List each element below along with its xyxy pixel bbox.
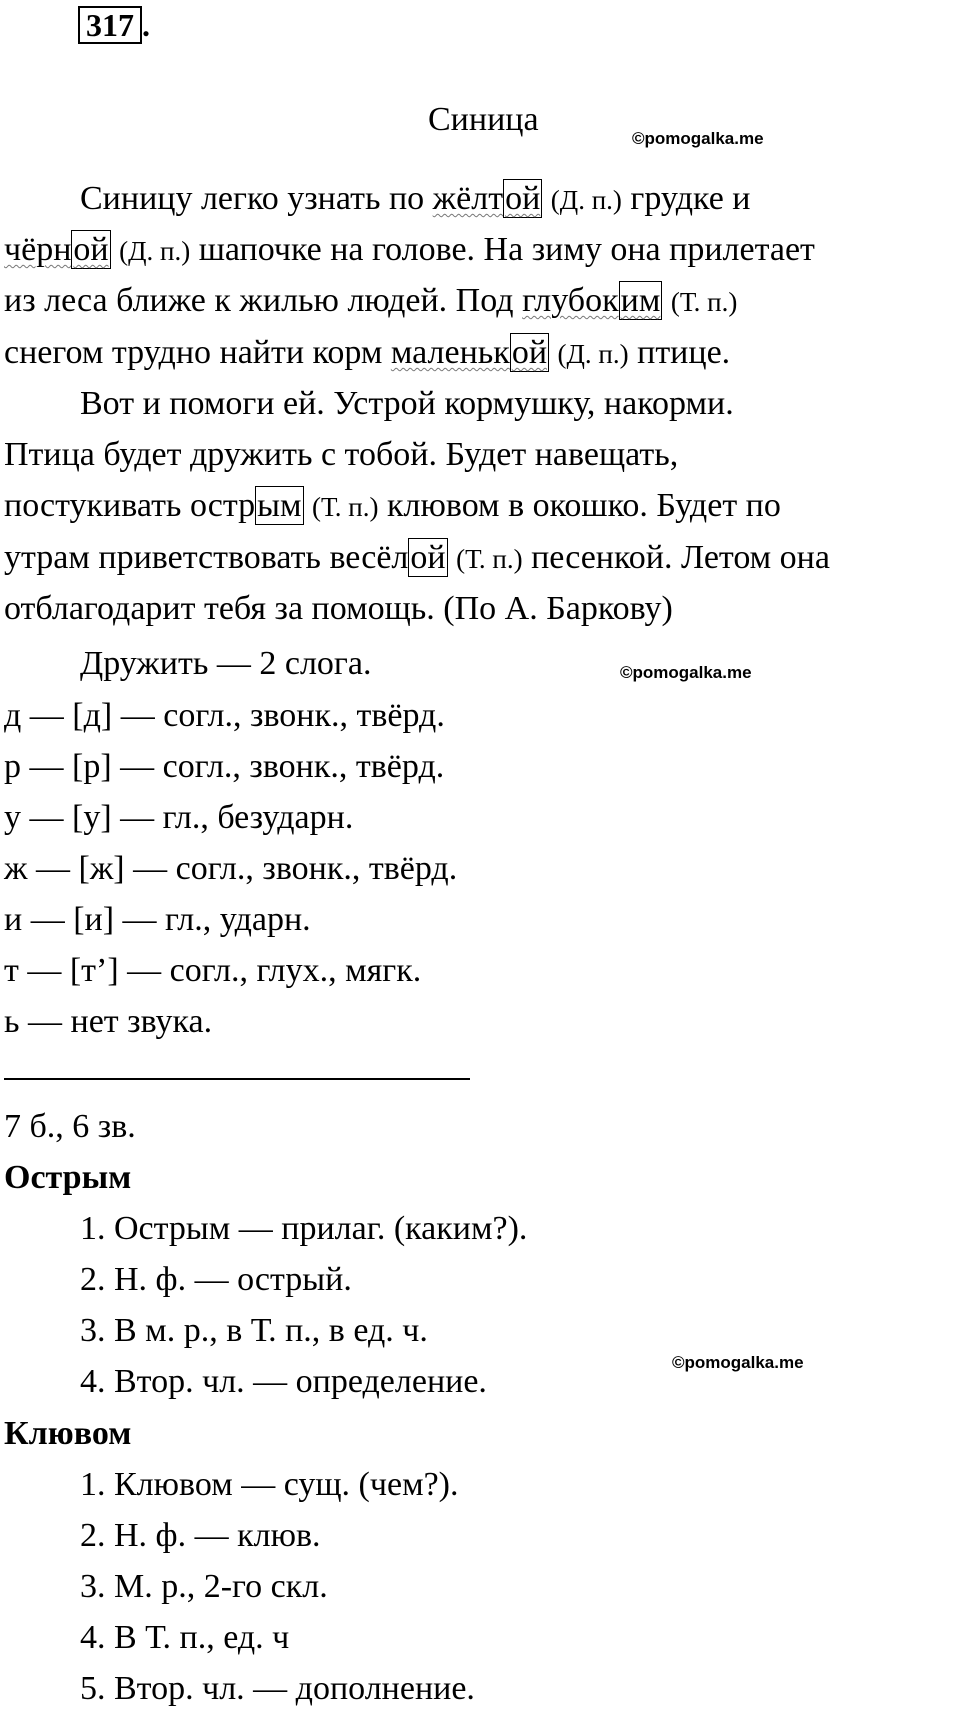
ending-box: им: [620, 282, 661, 319]
phonetic-row: р — [р] — согл., звонк., твёрд.: [4, 748, 445, 785]
divider-line: [4, 1078, 470, 1080]
text-title: Синица: [428, 101, 539, 138]
watermark-3: ©pomogalka.me: [672, 1353, 804, 1372]
watermark-1: ©pomogalka.me: [632, 129, 764, 148]
phonetic-header: Дружить — 2 слога.: [80, 645, 372, 682]
word-glubok: глубоким: [522, 282, 661, 319]
analysis-word-heading: Острым: [4, 1159, 132, 1196]
text-line-8: утрам приветствовать весёлой (Т. п.) песенкой. Летом она: [4, 539, 830, 576]
phonetic-row: у — [у] — гл., безударн.: [4, 799, 354, 836]
case-note: (Т. п.): [670, 287, 738, 317]
ending-box: ой: [410, 539, 446, 576]
text-line-7: постукивать острым (Т. п.) клювом в окошко. Будет по: [4, 487, 781, 524]
exercise-number-dot: .: [142, 7, 150, 43]
text-line-1: Синицу легко узнать по жёлтой (Д. п.) грудке и: [80, 180, 751, 217]
analysis-item: 1. Клювом — сущ. (чем?).: [80, 1466, 459, 1503]
ending-box: ой: [511, 334, 548, 371]
case-note: (Д. п.): [550, 185, 622, 215]
phonetic-row: д — [д] — согл., звонк., твёрд.: [4, 697, 445, 734]
word-malenk: маленькой: [390, 334, 548, 371]
analysis-item: 1. Острым — прилаг. (каким?).: [80, 1210, 528, 1247]
text-line-2: чёрной (Д. п.) шапочке на голове. На зиму она прилетает: [4, 231, 815, 268]
phonetic-row: т — [т’] — согл., глух., мягк.: [4, 952, 422, 989]
case-note: (Т. п.): [456, 544, 523, 574]
text-line-6: Птица будет дружить с тобой. Будет навещать,: [4, 436, 679, 473]
text-line-9: отблагодарит тебя за помощь. (По А. Баркову): [4, 590, 673, 627]
analysis-item: 2. Н. ф. — острый.: [80, 1261, 352, 1298]
ending-box: ой: [73, 231, 109, 268]
phonetic-row: ж — [ж] — согл., звонк., твёрд.: [4, 850, 458, 887]
exercise-number-box: 317: [78, 6, 142, 44]
text-line-5: Вот и помоги ей. Устрой кормушку, накорми.: [80, 385, 734, 422]
text-line-4: снегом трудно найти корм маленькой (Д. п.) птице.: [4, 334, 731, 371]
phonetic-row: ь — нет звука.: [4, 1003, 213, 1040]
analysis-item: 3. В м. р., в Т. п., в ед. ч.: [80, 1312, 428, 1349]
ending-box: ым: [257, 487, 302, 524]
case-note: (Т. п.): [312, 492, 379, 522]
word-chern: чёрной: [4, 231, 109, 268]
analysis-item: 2. Н. ф. — клюв.: [80, 1517, 321, 1554]
analysis-item: 3. М. р., 2-го скл.: [80, 1568, 328, 1605]
analysis-item: 4. Втор. чл. — определение.: [80, 1363, 487, 1400]
analysis-item: 5. Втор. чл. — дополнение.: [80, 1670, 475, 1707]
analysis-item: 4. В Т. п., ед. ч: [80, 1619, 290, 1656]
watermark-2: ©pomogalka.me: [620, 663, 752, 682]
word-zhelt: жёлтой: [432, 180, 541, 217]
phonetic-summary: 7 б., 6 зв.: [4, 1108, 136, 1145]
exercise-number: [78, 6, 150, 44]
case-note: (Д. п.): [557, 339, 629, 369]
phonetic-row: и — [и] — гл., ударн.: [4, 901, 311, 938]
text-line-3: из леса ближе к жилью людей. Под глубоким (Т. п.): [4, 282, 738, 319]
case-note: (Д. п.): [119, 236, 191, 266]
analysis-word-heading: Клювом: [4, 1415, 132, 1452]
ending-box: ой: [505, 180, 541, 217]
